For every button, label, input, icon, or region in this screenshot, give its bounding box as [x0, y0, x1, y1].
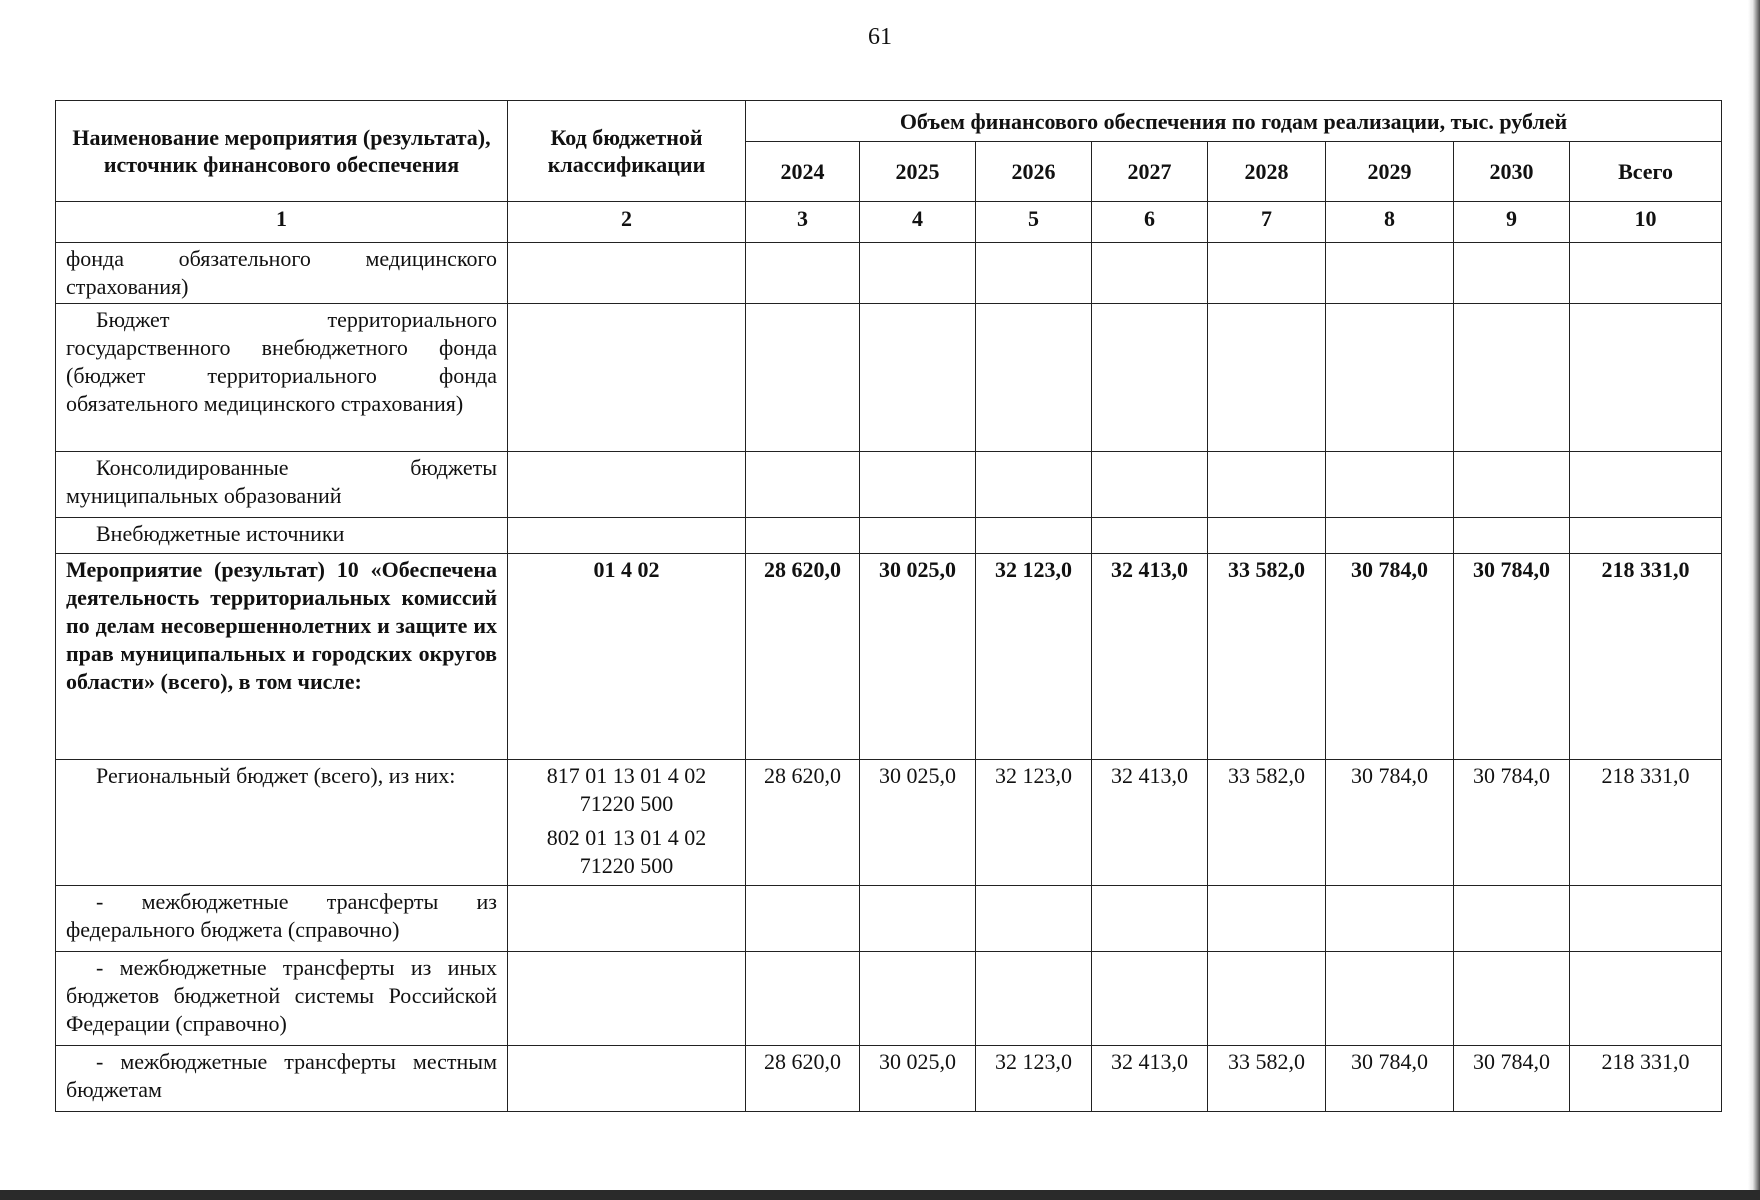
row-value — [746, 304, 860, 452]
row-total — [1570, 452, 1722, 518]
row-name-cell — [56, 760, 508, 886]
row-value: 28 620,0 — [746, 554, 860, 760]
row-value — [1092, 952, 1208, 1046]
row-value — [746, 886, 860, 952]
row-value: 28 620,0 — [746, 1046, 860, 1112]
row-code — [508, 886, 746, 952]
header-code: Код бюджетной классификации — [508, 101, 746, 202]
row-name-cell — [56, 554, 508, 760]
table-row — [56, 1046, 1722, 1112]
row-value — [1208, 518, 1326, 554]
row-total: 218 331,0 — [1570, 760, 1722, 886]
table-row — [56, 760, 1722, 886]
row-value — [1326, 518, 1454, 554]
financing-table — [55, 100, 1722, 1112]
row-value — [746, 243, 860, 304]
column-number: 2 — [508, 202, 746, 243]
row-name: Внебюджетные источники — [96, 521, 345, 546]
row-value — [1326, 886, 1454, 952]
row-total — [1570, 243, 1722, 304]
row-value: 30 025,0 — [860, 760, 976, 886]
row-value — [1092, 886, 1208, 952]
row-code — [508, 518, 746, 554]
row-total — [1570, 304, 1722, 452]
header-year: 2029 — [1326, 142, 1454, 202]
row-code — [508, 452, 746, 518]
row-total — [1570, 518, 1722, 554]
row-value: 32 123,0 — [976, 760, 1092, 886]
row-value — [746, 452, 860, 518]
row-name: Консолидированные бюджеты муниципальных образований — [66, 455, 497, 508]
row-value — [1326, 243, 1454, 304]
row-value — [1454, 243, 1570, 304]
row-code — [508, 952, 746, 1046]
row-value: 30 025,0 — [860, 554, 976, 760]
row-value: 32 413,0 — [1092, 760, 1208, 886]
row-value — [1092, 452, 1208, 518]
row-value — [1326, 304, 1454, 452]
table-row — [56, 452, 1722, 518]
row-value — [976, 452, 1092, 518]
column-number: 1 — [56, 202, 508, 243]
header-year: 2027 — [1092, 142, 1208, 202]
column-number: 4 — [860, 202, 976, 243]
row-name-cell — [56, 886, 508, 952]
header-year: 2026 — [976, 142, 1092, 202]
row-value: 33 582,0 — [1208, 1046, 1326, 1112]
table-row — [56, 304, 1722, 452]
row-name: Мероприятие (результат) 10 «Обеспечена деятельность территориальных комиссий по делам несовершеннолетних и защите их прав муниципальных и городских округов области» (всего), в том числе: — [66, 557, 497, 694]
row-code — [508, 1046, 746, 1112]
row-total — [1570, 952, 1722, 1046]
row-value: 30 784,0 — [1454, 1046, 1570, 1112]
column-number: 6 — [1092, 202, 1208, 243]
column-number: 10 — [1570, 202, 1722, 243]
header-row-top — [56, 101, 1722, 142]
header-name: Наименование мероприятия (результата), источник финансового обеспечения — [56, 101, 508, 202]
row-code — [508, 304, 746, 452]
row-name: фонда обязательного медицинского страхования) — [66, 246, 497, 299]
row-value — [1454, 952, 1570, 1046]
column-number: 5 — [976, 202, 1092, 243]
row-value — [860, 304, 976, 452]
row-value — [860, 243, 976, 304]
row-name: - межбюджетные трансферты из федерального бюджета (справочно) — [66, 889, 497, 942]
row-value: 32 413,0 — [1092, 554, 1208, 760]
row-value — [1208, 952, 1326, 1046]
row-value — [1092, 243, 1208, 304]
column-number: 7 — [1208, 202, 1326, 243]
row-code: 01 4 02 — [508, 554, 746, 760]
code-line: 71220 500 — [579, 853, 674, 878]
column-numbers-row — [56, 202, 1722, 243]
row-value — [1454, 518, 1570, 554]
row-value — [1208, 452, 1326, 518]
row-name-cell — [56, 518, 508, 554]
table-row — [56, 554, 1722, 760]
row-value: 30 784,0 — [1326, 1046, 1454, 1112]
row-name: - межбюджетные трансферты местным бюджетам — [66, 1049, 497, 1102]
row-total — [1570, 886, 1722, 952]
row-value — [746, 952, 860, 1046]
row-name: Региональный бюджет (всего), из них: — [96, 763, 456, 788]
row-value — [976, 886, 1092, 952]
row-value — [1208, 304, 1326, 452]
page-number: 61 — [868, 24, 892, 50]
row-value — [1454, 452, 1570, 518]
row-value — [976, 304, 1092, 452]
row-value — [860, 886, 976, 952]
code-line: 817 01 13 01 4 02 — [546, 763, 707, 788]
row-value: 32 413,0 — [1092, 1046, 1208, 1112]
row-value: 30 784,0 — [1326, 760, 1454, 886]
row-name-cell — [56, 952, 508, 1046]
row-value — [1326, 452, 1454, 518]
table-row — [56, 952, 1722, 1046]
column-number: 9 — [1454, 202, 1570, 243]
row-name: Бюджет территориального государственного внебюджетного фонда (бюджет территориального фонда обязательного медицинского страхования) — [66, 307, 497, 416]
row-value — [860, 952, 976, 1046]
row-value: 28 620,0 — [746, 760, 860, 886]
table-row — [56, 518, 1722, 554]
row-code — [508, 243, 746, 304]
code-line: 802 01 13 01 4 02 — [546, 825, 707, 850]
row-value — [860, 518, 976, 554]
scan-right-edge — [1748, 0, 1760, 1200]
row-value — [976, 518, 1092, 554]
row-value: 30 784,0 — [1454, 760, 1570, 886]
row-value: 30 784,0 — [1326, 554, 1454, 760]
row-value — [1208, 886, 1326, 952]
header-year: 2025 — [860, 142, 976, 202]
row-name-cell — [56, 304, 508, 452]
row-value — [976, 952, 1092, 1046]
row-name-cell — [56, 1046, 508, 1112]
row-value — [1326, 952, 1454, 1046]
header-year: 2030 — [1454, 142, 1570, 202]
table-row — [56, 243, 1722, 304]
row-value — [1092, 518, 1208, 554]
header-volume: Объем финансового обеспечения по годам реализации, тыс. рублей — [746, 101, 1722, 142]
row-value — [1208, 243, 1326, 304]
row-value — [860, 452, 976, 518]
row-value — [1092, 304, 1208, 452]
row-name-cell — [56, 243, 508, 304]
row-value — [1454, 886, 1570, 952]
row-total: 218 331,0 — [1570, 554, 1722, 760]
table-row — [56, 886, 1722, 952]
column-number: 3 — [746, 202, 860, 243]
row-name-cell — [56, 452, 508, 518]
row-value: 32 123,0 — [976, 554, 1092, 760]
row-total: 218 331,0 — [1570, 1046, 1722, 1112]
header-year: 2024 — [746, 142, 860, 202]
row-value — [746, 518, 860, 554]
row-name: - межбюджетные трансферты из иных бюджетов бюджетной системы Российской Федерации (справочно) — [66, 955, 497, 1036]
header-total: Всего — [1570, 142, 1722, 202]
row-value: 30 025,0 — [860, 1046, 976, 1112]
financing-table-container — [55, 100, 1721, 1112]
row-value: 32 123,0 — [976, 1046, 1092, 1112]
row-code — [508, 760, 746, 886]
column-number: 8 — [1326, 202, 1454, 243]
code-line: 71220 500 — [579, 791, 674, 816]
row-value — [1454, 304, 1570, 452]
row-value: 30 784,0 — [1454, 554, 1570, 760]
header-year: 2028 — [1208, 142, 1326, 202]
row-value: 33 582,0 — [1208, 554, 1326, 760]
scan-bottom-edge — [0, 1190, 1760, 1200]
row-value: 33 582,0 — [1208, 760, 1326, 886]
row-value — [976, 243, 1092, 304]
